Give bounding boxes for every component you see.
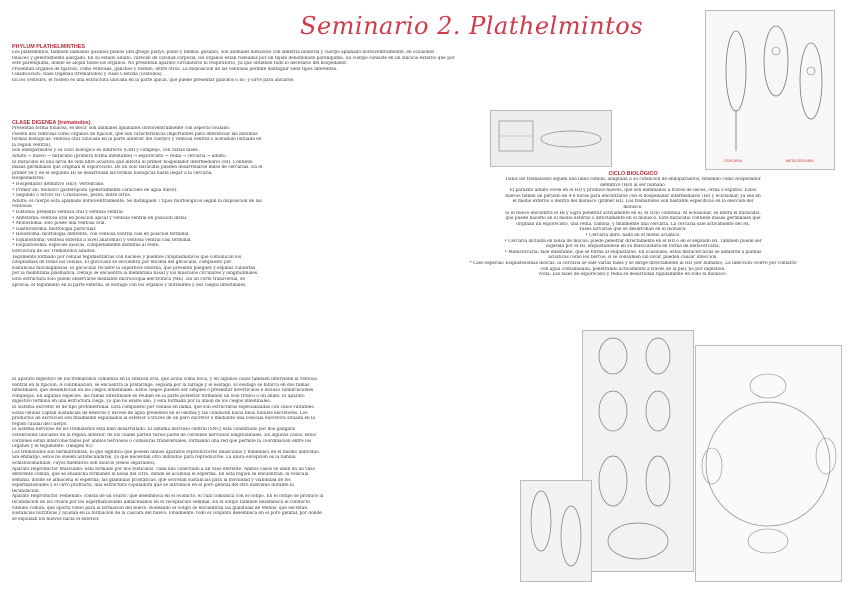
anatomy-line: El sistema excretor es de tipo protonefridial. Está compuesto por células en llama, que son estructuras especializadas con cilios vibrátiles.	[12, 404, 315, 410]
digenea-line: por la membrana plasmática. Debajo se encuentra la membrana basal y los músculos circulares y longitudinales.	[12, 271, 259, 277]
digenea-line: masas germinales que originan el esporocisto. De un solo miracidio pueden desarrollarse miles de cercarias. En el	[12, 165, 263, 171]
digenea-heading: CLASE DIGENEA (trematodos)	[12, 120, 91, 126]
digenea-line: • Holostoma: morfología diferente, con ventosa ventral casi en posición terminal.	[12, 232, 190, 238]
ciclo-line: • Metacercaria: fase infestante, que se forma al enquistarse. En ocasiones, estas metacercarias se adhieren a plantas	[504, 249, 762, 255]
anatomy-line: espermatozoides y el cirro protráctil, una estructura copuladora que se introduce en el poro genital del otro individuo durante la	[12, 483, 294, 489]
anatomy-section	[12, 377, 512, 522]
digenea-line: citoplasmas de todas las células. El glicocáliz se encuentra por encima del glicocáliz, compuesto por	[12, 260, 232, 266]
anatomy-line: Los trematodos son hermafroditas, lo que significa que poseen ambos aparatos reproductores (masculino y femenino) en el mismo individuo.	[12, 449, 320, 455]
digenea-line: El miracidio es una larva de vida libre acuática que infecta al primer hospedador intermediario (HI). Contiene	[12, 159, 253, 165]
ciclo-line: molusco.	[623, 204, 643, 210]
digenea-line: aprecia: el tegumento en la parte externa, el esófago con los órganos y nutrientes y dos ciegos intestinales.	[12, 282, 247, 288]
digenea-line: Estructura de los Trematodos adultos:	[12, 249, 96, 255]
digenea-line: Adulto → huevo → miracidio (primera forma infestante) → esporocisto → redia → cercaria → adulto.	[12, 153, 227, 159]
anatomy-line: Aparato Reproductor Femenino: consta de un ovario, que desemboca en el oviducto, el cual comunica con el ootipo. En el ootipo se produce la	[12, 494, 324, 500]
phylum-line: En los cestodos, el rostelo es una estructura ubicada en la parte apical, que puede presentar ganchos o no, y sirve para anclarse.	[12, 77, 295, 83]
digenea-line: formas biológicas: ventosa oral (ubicada en la parte anterior del cuerpo) y ventosa ventral o acetábulo (situada en	[12, 137, 262, 143]
cercaria-illustration	[705, 10, 835, 170]
anatomy-line: Aparato Reproductor Masculino: está formado por dos testículos, cada uno conectado a un vaso eferente. Ambos vasos se unen en un vaso	[12, 466, 316, 472]
ciclo-line: Fases larvarias que se desarrollan en el molusco:	[579, 227, 687, 233]
anatomy-line: Schistosomatidae, cuyos miembros son dioicos (sexos separados).	[12, 460, 156, 466]
ciclo-line: • Cercaria libre: nada en el medio acuático.	[585, 232, 681, 238]
digenea-line: • Segundo o tercer HI: Crustáceos, peces, entre otros.	[12, 193, 132, 199]
ciclo-line: el medio externo o dentro del molusco (primer HI). Los trematodos son bastante específicos en la elección del	[512, 199, 754, 205]
digenea-line: primer HI y en el segundo HI se desarrollan las formas biológicas hasta llegar a la cercaria.	[12, 170, 213, 176]
ciclo-line: originan un esporocisto, una redia, cambia, y finalmente una cercaria. La cercaria sale activamente del HI.	[516, 221, 750, 227]
ciclo-line: Si el huevo encuentra el HI y logra penetrar activamente en él, el ciclo continúa. Al eclosionar, se libera el miracidio,	[505, 210, 761, 216]
digenea-line: Son endoparásitos y su ciclo biológico es indirecto (CBI) y complejo, con varias fases:	[12, 148, 199, 154]
ciclo-line: Todos los trematodos siguen una línea común, adaptada a su condición de endoparásitos, teniendo como hospedador	[505, 177, 761, 182]
anatomy-line: digestivo termina en una estructura ciega, ya que no existe ano, y está formada por la unión de los ciegos intestinales.	[12, 399, 271, 405]
anatomy-text	[12, 377, 512, 522]
cercaria-label: CERCARIA	[724, 159, 743, 163]
phylum-line: Los platelmintos, también llamados gusanos planos (del griego platys: plano y helmis: gusano), son animales metazoos con simetría bilateral y cuerpo aplanado dorsoventralmente, en ocasiones	[12, 50, 435, 55]
metacercaria-label: METACERCARIA	[786, 159, 814, 163]
digenea-line: Poseen dos ventosas como órganos de fijación, que son características importantes para diferenciar las distintas	[12, 131, 258, 137]
anatomy-line: seminal, donde se almacena el esperma; las glándulas prostáticas, que secretan sustancias para la movilidad y viabilidad de los	[12, 477, 291, 483]
digenea-line: Presentan forma foliácea, es decir, son animales aplanados dorsoventralmente con aspecto ovalado.	[12, 126, 231, 131]
ciclo-text	[428, 177, 838, 278]
adult-forms-illustration	[520, 480, 592, 582]
anatomy-line: cordones están interconectados por anillos nerviosos o comisuras transversales, formando una red que permite la coordinación entre los	[12, 438, 312, 444]
anatomy-line: intestinales, que desembocan en los ciegos intestinales. Estos ciegos pueden ser simples o presentar divertículos e incluso ramificaciones	[12, 388, 314, 394]
digenea-line: Esta estructura solo puede observarse mediante microscopía electrónica (ME). En un corte transversal, se	[12, 277, 245, 283]
ciclo-line: El parásito adulto viven en el HD y produce huevos, que son eliminados a través de heces, orina o esputos. Estos	[509, 188, 757, 194]
phylum-line: foliáceo y generalmente alargado. En su estado adulto, carecen de cavidad corporal; los órganos están rodeados por un tejido denominado parénquima. Su cuerpo consiste en un sincicio externo que por	[12, 55, 455, 61]
phylum-heading: PHYLUM PLATHELMINTHES	[12, 44, 85, 50]
digenea-line: • Primer HI: Molusco gasterópodo (generalmente caracoles de agua dulce).	[12, 187, 178, 193]
phylum-text	[12, 50, 702, 84]
anatomy-line: deferente común, que se ensancha formando la bolsa del cirro, donde se acumula el esperma. En esta región se encuentran: la vesícula	[12, 472, 309, 478]
ciclo-section	[428, 171, 838, 278]
anatomy-line: complejas. En algunas especies, las ramas intestinales se reúnen en la parte posterior formando un solo tronco o un anillo. El aparato	[12, 393, 305, 399]
anatomy-line: Estas células captan sustancias de desecho y exceso de agua presentes en el celoma y las conducen hacia finos túbulos excretores. Los	[12, 410, 308, 416]
digenea-line: Adulto: el cuerpo está aplanado dorsoventralmente. Se distinguen 7 tipos morfológicos según la disposición de las	[12, 198, 262, 204]
ciclo-heading: CICLO BIOLÓGICO	[608, 171, 658, 177]
ciclo-line: * Caso especial: Esquistosomas dioicas, la cercaria se sale varias fases y se dirige directamente al HD (ser humano). La infección ocurre por contacto	[469, 260, 797, 266]
phylum-section	[12, 44, 702, 84]
digenea-line: Hospedadores:	[12, 176, 45, 182]
anatomy-line: región caudal del cuerpo.	[12, 421, 68, 427]
ciclo-line: acuáticas como los berros; si se consumen sin lavar, pueden causar infección.	[548, 255, 718, 261]
digenea-line: • Esquistosoma: especies dioicas, completamente distintas al resto.	[12, 243, 160, 249]
anatomy-line: El sistema nervioso de los trematodos está bien desarrollado. El sistema nervioso central (SNC) está constituido por dos ganglios	[12, 427, 295, 433]
digenea-line: • Anfistoma: ventosa oral en posición apical y ventosa ventral en posición distal.	[12, 215, 188, 221]
anatomy-line: El aparato digestivo de los trematodos comienza en la ventosa oral, que actúa como boca, y en algunos casos también interviene la ventosa	[12, 377, 317, 382]
ciclo-line: con agua contaminada, penetrando activamente a través de la piel, no por ingestión.	[540, 266, 726, 272]
digenea-line: la región ventral).	[12, 142, 52, 148]
tegument-illustration	[490, 110, 612, 167]
ciclo-line: • Cercaria incluida en bolsa de mucus: puede penetrar directamente en el HD o en el segundo HI. También puede ser	[504, 238, 762, 244]
ciclo-line: definitivo (HD) al ser humano.	[600, 182, 666, 188]
phylum-line: Presentan órganos de fijación, como ventosas, ganchos y rostelo, entre otros. La disposición de las ventosas permite distinguir siete tipos diferentes.	[12, 66, 338, 72]
cercaria-drawing	[706, 11, 834, 169]
phylum-line: Clasificación: clase Digenea (trematodos) y clase Cestoda (cestodos).	[12, 72, 163, 78]
anatomy-line: sustancias nutritivas y ayudan en la formación de la cáscara del huevo. Finalmente, todo el conjunto desemboca en el poro genital, por donde	[12, 511, 322, 517]
ciclo-line: ingerida por el HI, enquistándose en su musculatura en forma de metacercaria.	[545, 244, 721, 250]
digenea-section	[12, 120, 402, 288]
larval-forms-illustration	[582, 330, 694, 572]
digenea-line: • Gasterostoma: morfología particular.	[12, 226, 97, 232]
anatomy-line: productos de excreción son finalmente expulsados al exterior a través de un poro excretor o mediante una vesícula excretora situada en la	[12, 416, 316, 422]
anatomy-line: se expulsan los huevos hacia el exterior.	[12, 516, 100, 522]
digenea-line: sustancias mucilaginosas. El glicocáliz recubre la superficie externa, que presenta pliegues y espinas cubiertas	[12, 265, 256, 271]
page-title: Seminario 2. Plathelmintos	[300, 12, 644, 40]
digenea-line: ventosas:	[12, 204, 33, 210]
digenea-line: • Equinostoma: ventosa externa a nivel anatómico y ventosa ventral casi terminal.	[12, 237, 192, 243]
digenea-line: • Monostoma: solo posee una ventosa oral.	[12, 221, 106, 227]
digenea-text	[12, 126, 402, 288]
anatomy-line: ventral en la fijación. A continuación, se encuentra la prefaringe, seguida por la faringe y el esófago. El esófago se bifurca en dos ramas	[12, 382, 310, 388]
ciclo-line: huevos tienen un periodo de 4-8 horas para encontrarse con el hospedador intermediario (HI) y eclosionar, ya sea en	[505, 193, 761, 199]
anatomy-line: fecundación de los óvulos por los espermatozoides almacenados en el receptáculo seminal. En el ootipo también desemboca el conducto	[12, 500, 311, 506]
anatomy-line: vitelino común, que aporta vitelo para la formación del huevo. Rodeando el ootipo se encuentran las glándulas de Mehlis, que secretan	[12, 505, 308, 511]
digenea-line: • Hospedador definitivo (HD): Vertebrado.	[12, 181, 105, 187]
phylum-line: este parénquima, donde se alojan todos los órganos. No presentan aparato circulatorio ni respiratorio, ya que obtienen todo lo necesario del hospedador.	[12, 61, 348, 67]
life-cycle-diagram	[695, 345, 842, 582]
ciclo-line: Nota: Las fases de esporocisto y redia se desarrollan rápidamente en todo el molusco.	[538, 272, 728, 278]
digenea-line: • Distoma: presenta ventosa oral y ventosa ventral.	[12, 209, 125, 215]
anatomy-line: fecundación.	[12, 488, 40, 494]
anatomy-line: Sin embargo, estos no suelen autofecundarse, ya que necesitan otro individuo para reproducirse. La única excepción es la familia	[12, 455, 296, 461]
anatomy-line: órganos y el tegumento. (Imagen 85)	[12, 444, 93, 450]
anatomy-line: cerebroides ubicados en la región anterior, de los cuales parten varios pares de cordones nerviosos longitudinales. En algunos casos, estos	[12, 432, 316, 438]
digenea-line: Tegumento formado por células tegumentarias con núcleos y puentes citoplasmáticos que comunican los	[12, 254, 242, 260]
ciclo-line: que puede hacerlo en el medio externo o directamente en el molusco. Este miracidio contiene masas germinales que	[505, 216, 761, 222]
